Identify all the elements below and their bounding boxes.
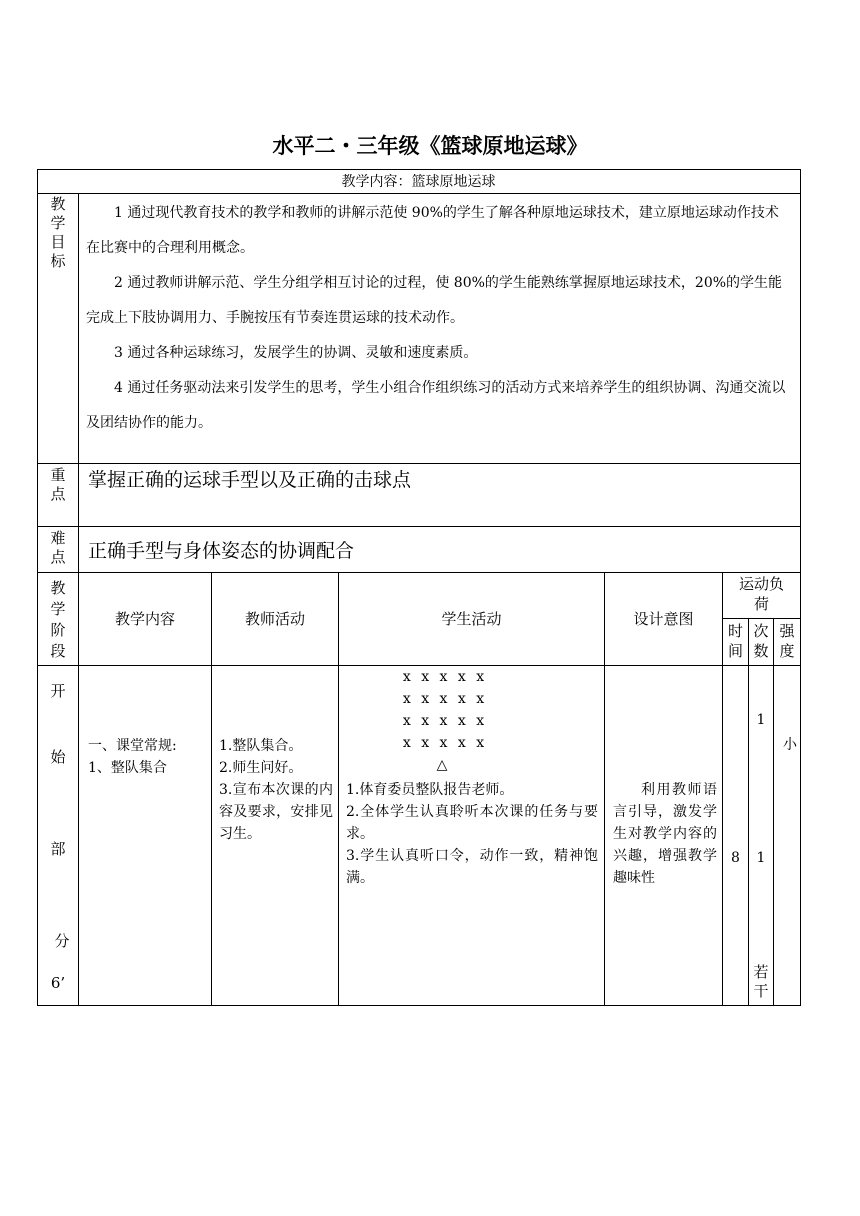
row-divider [37, 463, 800, 464]
row-content: 一、课堂常规: 1、整队集合 [88, 738, 177, 776]
objective-item: 4 通过任务驱动法来引发学生的思考，学生小组合作组织练习的活动方式来培养学生的组织协调、沟通交流以及团结协作的能力。 [86, 380, 786, 431]
header-load: 运动负 荷 [738, 575, 784, 613]
page-title: 水平二・三年级《篮球原地运球》 [272, 134, 588, 158]
difficulty-label: 难 点 [50, 529, 66, 566]
stage-char: 始 [50, 748, 66, 766]
col-divider [773, 618, 774, 1006]
table-border-right [800, 169, 801, 1006]
objective-item: 3 通过各种运球练习，发展学生的协调、灵敏和速度素质。 [114, 345, 478, 361]
header-content: 教学内容 [114, 610, 175, 628]
header-intensity: 强 度 [779, 622, 795, 660]
col-divider [748, 618, 749, 1006]
stage-duration: 6’ [50, 974, 66, 992]
header-stage: 教 学 阶 段 [50, 579, 66, 660]
load-time: 8 [731, 850, 740, 866]
load-count: 1 [756, 850, 766, 866]
row-divider [37, 193, 800, 194]
row-divider [722, 618, 800, 619]
header-time: 时 间 [727, 622, 743, 660]
formation-row: x x x x x [402, 713, 488, 729]
table-border-bottom [37, 1005, 800, 1006]
load-intensity: 小 [783, 737, 797, 753]
objectives-text [86, 196, 788, 441]
header-teacher: 教师活动 [244, 610, 305, 628]
load-count: 若 干 [753, 963, 769, 1000]
header-student: 学生活动 [441, 610, 502, 628]
teacher-activity: 1.整队集合。 2.师生问好。 3.宣布本次课的内容及要求，安排见习生。 [219, 738, 333, 842]
difficulty-text: 正确手型与身体姿态的协调配合 [88, 540, 355, 562]
header-count: 次 数 [753, 622, 769, 660]
key-point-label: 重 点 [50, 466, 66, 503]
design-intent: 利用教师语言引导，激发学生对教学内容的兴趣，增强教学趣味性 [613, 782, 717, 886]
content-header: 教学内容：篮球原地运球 [341, 173, 496, 190]
objective-item: 1 通过现代教育技术的教学和教师的讲解示范使 90%的学生了解各种原地运球技术，建立原地运球动作技术在比赛中的合理利用概念。 [86, 205, 779, 256]
stage-char: 开 [50, 682, 66, 700]
teacher-position-icon: △ [436, 757, 448, 773]
student-activity: 1.体育委员整队报告老师。 2.全体学生认真聆听本次课的任务与要求。 3.学生认真听口令，动作一致，精神饱满。 [346, 782, 598, 886]
key-point-text: 掌握正确的运球手型以及正确的击球点 [88, 469, 412, 491]
formation-row: x x x x x [402, 669, 488, 685]
formation-diagram [400, 666, 490, 754]
stage-char: 分 [54, 932, 70, 950]
header-intent: 设计意图 [633, 610, 694, 628]
formation-row: x x x x x [402, 735, 488, 751]
stage-char: 部 [50, 840, 66, 858]
objectives-label: 教 学 目 标 [50, 195, 66, 270]
row-divider [37, 526, 800, 527]
formation-row: x x x x x [402, 691, 488, 707]
load-count: 1 [756, 712, 766, 728]
objective-item: 2 通过教师讲解示范、学生分组学相互讨论的过程，使 80%的学生能熟练掌握原地运球技术，20%的学生能完成上下肢协调用力、手腕按压有节奏连贯运球的技术动作。 [86, 275, 783, 326]
